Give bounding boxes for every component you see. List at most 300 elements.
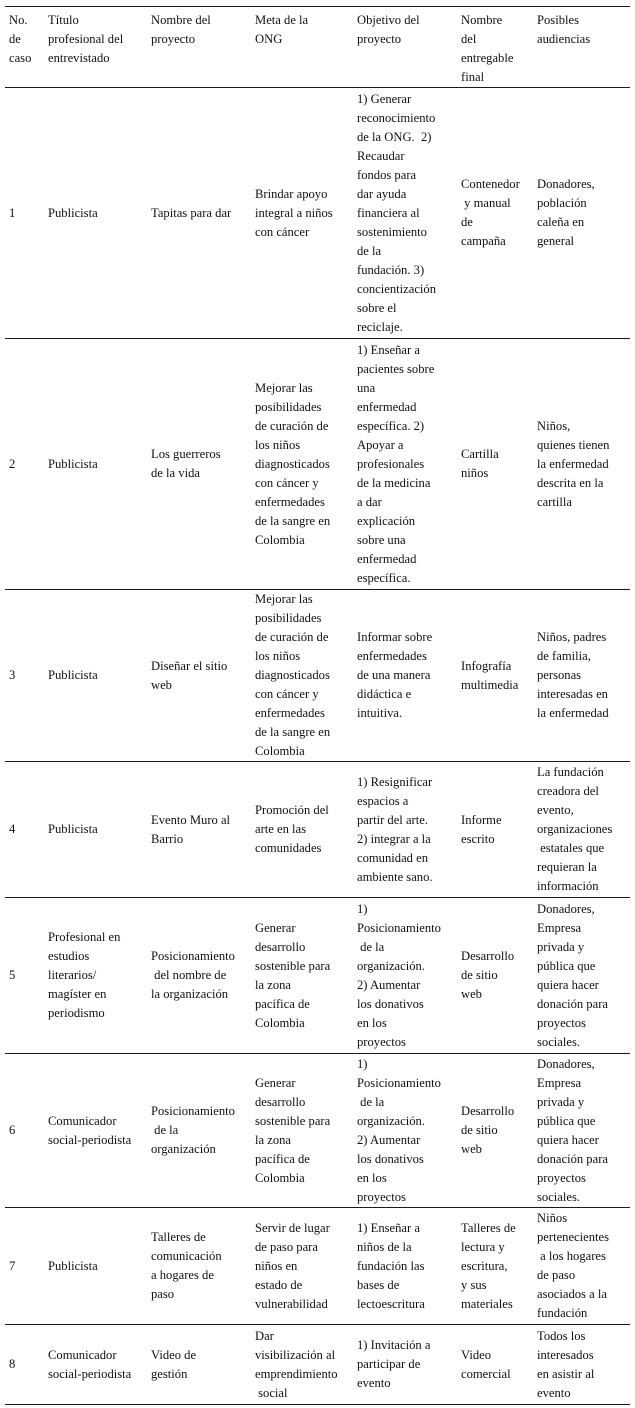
cell-text-line: Empresa bbox=[537, 920, 582, 935]
cell-text-line: organización bbox=[151, 1142, 216, 1156]
cell-text-line: de curación de bbox=[255, 630, 329, 644]
cell-text-line: participar de bbox=[357, 1357, 421, 1371]
table-row bbox=[5, 590, 630, 762]
cell-text-line: interesados bbox=[537, 1347, 594, 1362]
cell-text-line: evento, bbox=[537, 803, 574, 817]
cell-text-line: pacífica de bbox=[255, 1151, 310, 1166]
cell-text-line: vulnerabilidad bbox=[255, 1296, 328, 1311]
cell-text-line: a hogares de bbox=[151, 1268, 214, 1282]
cell-text-line: Publicista bbox=[48, 456, 98, 471]
cell-possible-audiences bbox=[533, 762, 630, 898]
cell-text-line: Generar bbox=[255, 1075, 296, 1090]
cell-final-deliverable bbox=[457, 762, 533, 898]
cell-text-line: Colombia bbox=[255, 744, 305, 758]
cell-text-line: proyectos bbox=[537, 1015, 586, 1030]
cell-project-name bbox=[147, 88, 251, 339]
cell-text-line: arte en las bbox=[255, 822, 307, 836]
cell-text-line: enfermedad bbox=[357, 551, 417, 566]
cell-project-name bbox=[147, 1325, 251, 1405]
cell-text-line: de familia, bbox=[537, 649, 591, 663]
cell-text-line: 1) Generar bbox=[357, 91, 412, 106]
cell-text-line: la enfermedad bbox=[537, 456, 609, 471]
cell-text-line: Comunicador bbox=[48, 1113, 117, 1128]
cell-text-line: de la sangre en bbox=[255, 725, 331, 739]
cell-text-line: desarrollo bbox=[255, 1094, 306, 1109]
cell-text-line: niños en bbox=[255, 1258, 298, 1273]
cell-text-line: del nombre de bbox=[151, 968, 227, 982]
cell-text-line: con cáncer y bbox=[255, 475, 319, 490]
cell-text-line: posibilidades bbox=[255, 611, 322, 625]
cell-text-line: Infografía bbox=[461, 658, 512, 673]
cell-project-objective bbox=[353, 1208, 457, 1325]
cell-text-line: descrita en la bbox=[537, 475, 604, 490]
cell-text-line: pertenecientes bbox=[537, 1230, 610, 1244]
cell-text-line: la zona bbox=[255, 977, 292, 992]
cell-text-line: Talleres de bbox=[151, 1230, 206, 1244]
header-text-line: proyecto bbox=[151, 32, 196, 46]
cell-text-line: social bbox=[255, 1385, 288, 1400]
cell-text-line: 1) Invitación a bbox=[357, 1338, 431, 1352]
cell-text-line: Publicista bbox=[48, 205, 98, 220]
cell-text-line: explicación bbox=[357, 513, 416, 528]
cell-text-line: Cartilla bbox=[461, 447, 499, 461]
cell-text-line: 7 bbox=[9, 1258, 16, 1273]
cell-text-line: 1) bbox=[357, 1056, 368, 1071]
cell-text-line: Diseñar el sitio bbox=[151, 658, 228, 673]
cell-text-line: quiera hacer bbox=[537, 977, 599, 992]
cell-final-deliverable bbox=[457, 339, 533, 590]
cell-possible-audiences bbox=[533, 339, 630, 590]
cell-text-line: Posicionamiento bbox=[151, 949, 235, 963]
table-row bbox=[5, 898, 630, 1054]
cell-text-line: de la bbox=[357, 1094, 385, 1109]
cell-final-deliverable bbox=[457, 1325, 533, 1405]
header-text-line: Objetivo del bbox=[357, 13, 420, 27]
cell-case-number bbox=[5, 88, 44, 339]
header-text-line: Posibles bbox=[537, 13, 579, 27]
cell-text-line: enfermedad bbox=[357, 399, 417, 414]
cell-text-line: Colombia bbox=[255, 1015, 305, 1030]
table-row bbox=[5, 1208, 630, 1325]
header-text-line: entregable bbox=[461, 51, 514, 65]
cell-text-line: estado de bbox=[255, 1277, 303, 1292]
cell-possible-audiences bbox=[533, 590, 630, 762]
table-row bbox=[5, 1054, 630, 1208]
cell-text-line: Generar bbox=[255, 920, 296, 935]
cell-text-line: una bbox=[357, 380, 376, 395]
cell-final-deliverable bbox=[457, 1054, 533, 1208]
cell-text-line: de la bbox=[151, 1123, 179, 1137]
cell-text-line: sostenible para bbox=[255, 958, 331, 973]
cell-text-line: evento bbox=[537, 1385, 571, 1400]
cell-text-line: comunidad en bbox=[357, 850, 428, 865]
cell-professional-title bbox=[44, 339, 147, 590]
cell-text-line: Mejorar las bbox=[255, 592, 313, 606]
cell-text-line: lectura y bbox=[461, 1239, 505, 1254]
cell-possible-audiences bbox=[533, 88, 630, 339]
header-text-line: Meta de la bbox=[255, 13, 309, 27]
cell-text-line: Desarrollo bbox=[461, 949, 515, 963]
cell-text-line: Donadores, bbox=[537, 177, 595, 191]
cell-text-line: asociados a la bbox=[537, 1287, 607, 1301]
cell-text-line: Informar sobre bbox=[357, 630, 433, 644]
cell-possible-audiences bbox=[533, 1054, 630, 1208]
cell-text-line: Empresa bbox=[537, 1075, 582, 1090]
cell-text-line: la zona bbox=[255, 1132, 292, 1147]
cell-text-line: pública que bbox=[537, 958, 596, 973]
cell-ngo-goal bbox=[251, 762, 353, 898]
cell-text-line: Apoyar a bbox=[357, 437, 404, 452]
cell-text-line: la enfermedad bbox=[537, 706, 609, 720]
cell-text-line: de la medicina bbox=[357, 475, 431, 490]
cell-text-line: ambiente sano. bbox=[357, 869, 433, 884]
cell-text-line: enfermedades bbox=[357, 649, 427, 663]
cell-text-line: de paso bbox=[537, 1268, 576, 1282]
header-text-line: Nombre del bbox=[151, 13, 211, 27]
cell-ngo-goal bbox=[251, 898, 353, 1054]
cell-professional-title bbox=[44, 1208, 147, 1325]
cell-project-objective bbox=[353, 898, 457, 1054]
cell-text-line: 1) bbox=[357, 901, 368, 916]
cell-text-line: Mejorar las bbox=[255, 380, 313, 395]
header-professional-title bbox=[44, 7, 147, 88]
cell-text-line: Los guerreros bbox=[151, 447, 221, 461]
cell-text-line: comunidades bbox=[255, 841, 322, 855]
cell-text-line: web bbox=[151, 677, 172, 692]
cell-text-line: organización. bbox=[357, 958, 425, 973]
cell-text-line: Todos los bbox=[537, 1328, 586, 1343]
cell-text-line: social-periodista bbox=[48, 1132, 132, 1147]
cell-text-line: información bbox=[537, 879, 599, 893]
cell-text-line: en los bbox=[357, 1015, 387, 1030]
cell-text-line: 2) Aumentar bbox=[357, 977, 421, 992]
cell-text-line: Video bbox=[461, 1347, 492, 1362]
cell-text-line: literarios/ bbox=[48, 968, 97, 982]
cell-text-line: concientización bbox=[357, 281, 437, 296]
cell-project-name bbox=[147, 339, 251, 590]
header-ngo-goal bbox=[251, 7, 353, 88]
cell-text-line: emprendimiento bbox=[255, 1366, 338, 1381]
cell-text-line: de la ONG. 2) bbox=[357, 129, 432, 144]
cell-text-line: organización. bbox=[357, 1113, 425, 1128]
cell-text-line: en los bbox=[357, 1170, 387, 1185]
cell-text-line: La fundación bbox=[537, 765, 604, 779]
cell-text-line: Dar bbox=[255, 1328, 274, 1343]
cell-text-line: de una manera bbox=[357, 668, 431, 682]
table-row bbox=[5, 339, 630, 590]
cell-ngo-goal bbox=[251, 1054, 353, 1208]
cell-text-line: Informe bbox=[461, 812, 502, 827]
cell-text-line: evento bbox=[357, 1376, 391, 1390]
cell-text-line: 1) Resignificar bbox=[357, 774, 433, 789]
header-text-line: entrevistado bbox=[48, 51, 110, 65]
cell-text-line: de sitio bbox=[461, 968, 498, 982]
header-text-line: profesional del bbox=[48, 32, 124, 46]
cell-text-line: financiera al bbox=[357, 205, 420, 220]
cell-text-line: gestión bbox=[151, 1366, 188, 1381]
cell-text-line: de la vida bbox=[151, 466, 200, 480]
cell-project-name bbox=[147, 1208, 251, 1325]
cell-text-line: desarrollo bbox=[255, 939, 306, 954]
cell-ngo-goal bbox=[251, 339, 353, 590]
cell-final-deliverable bbox=[457, 898, 533, 1054]
cell-project-name bbox=[147, 1054, 251, 1208]
cell-text-line: bases de bbox=[357, 1277, 400, 1292]
cell-project-name bbox=[147, 590, 251, 762]
cell-text-line: de la bbox=[357, 243, 382, 258]
cell-project-name bbox=[147, 898, 251, 1054]
cell-text-line: intuitiva. bbox=[357, 706, 403, 720]
cell-text-line: de curación de bbox=[255, 418, 329, 433]
cell-text-line: materiales bbox=[461, 1296, 513, 1311]
cell-text-line: a los hogares bbox=[537, 1249, 606, 1263]
cell-text-line: fundación bbox=[537, 1306, 588, 1320]
header-row bbox=[5, 7, 630, 88]
cell-professional-title bbox=[44, 590, 147, 762]
cell-possible-audiences bbox=[533, 1208, 630, 1325]
cell-text-line: estudios bbox=[48, 949, 90, 963]
cell-text-line: dar ayuda bbox=[357, 186, 407, 201]
cell-professional-title bbox=[44, 1325, 147, 1405]
cell-text-line: integral a niños bbox=[255, 205, 333, 220]
header-text-line: de bbox=[9, 32, 21, 46]
cell-text-line: los niños bbox=[255, 437, 301, 452]
cell-text-line: Comunicador bbox=[48, 1347, 117, 1362]
cell-text-line: lectoescritura bbox=[357, 1296, 425, 1311]
cell-text-line: sociales. bbox=[537, 1034, 581, 1049]
cell-ngo-goal bbox=[251, 590, 353, 762]
cell-text-line: específica. bbox=[357, 570, 411, 585]
cell-text-line: los donativos bbox=[357, 996, 424, 1011]
header-case-number bbox=[5, 7, 44, 88]
cell-case-number bbox=[5, 339, 44, 590]
cell-text-line: creadora del bbox=[537, 784, 599, 798]
cell-text-line: fondos para bbox=[357, 167, 417, 182]
table-row bbox=[5, 762, 630, 898]
cell-text-line: Posicionamiento bbox=[151, 1104, 235, 1118]
cell-text-line: fundación las bbox=[357, 1258, 425, 1273]
cell-text-line: caleña en bbox=[537, 215, 585, 229]
cell-project-objective bbox=[353, 339, 457, 590]
cell-text-line: partir del arte. bbox=[357, 812, 428, 827]
header-text-line: Nombre bbox=[461, 13, 503, 27]
cell-text-line: reciclaje. bbox=[357, 319, 403, 334]
cell-text-line: periodismo bbox=[48, 1006, 105, 1020]
cell-text-line: interesadas en bbox=[537, 687, 608, 701]
cell-text-line: visibilización al bbox=[255, 1347, 336, 1362]
cell-text-line: sostenimiento bbox=[357, 224, 427, 239]
cell-possible-audiences bbox=[533, 898, 630, 1054]
cell-text-line: personas bbox=[537, 668, 582, 682]
cell-text-line: de paso para bbox=[255, 1239, 318, 1254]
cell-text-line: Video de bbox=[151, 1347, 197, 1362]
cell-text-line: Niños bbox=[537, 1211, 568, 1225]
cell-text-line: población bbox=[537, 196, 587, 210]
cell-text-line: de bbox=[461, 215, 473, 229]
cell-text-line: con cáncer bbox=[255, 224, 310, 239]
cell-text-line: sobre el bbox=[357, 300, 397, 315]
cell-text-line: de la bbox=[357, 939, 385, 954]
cell-case-number bbox=[5, 1054, 44, 1208]
header-text-line: Título bbox=[48, 13, 79, 27]
header-possible-audiences bbox=[533, 7, 630, 88]
cell-project-objective bbox=[353, 590, 457, 762]
cases-table bbox=[5, 6, 630, 1405]
cell-case-number bbox=[5, 762, 44, 898]
cell-professional-title bbox=[44, 88, 147, 339]
cell-text-line: 1) Enseñar a bbox=[357, 1220, 420, 1235]
cell-text-line: los niños bbox=[255, 649, 301, 663]
cell-text-line: 6 bbox=[9, 1123, 16, 1137]
cell-text-line: Colombia bbox=[255, 1170, 305, 1185]
cell-text-line: posibilidades bbox=[255, 399, 322, 414]
cell-text-line: 1 bbox=[9, 205, 16, 220]
cell-text-line: campaña bbox=[461, 234, 506, 248]
cell-text-line: Barrio bbox=[151, 831, 184, 846]
cell-text-line: Talleres de bbox=[461, 1220, 516, 1235]
cell-text-line: y sus bbox=[461, 1277, 487, 1292]
cell-text-line: Publicista bbox=[48, 1258, 98, 1273]
cell-text-line: Recaudar bbox=[357, 148, 405, 163]
cell-text-line: Donadores, bbox=[537, 901, 595, 916]
cell-text-line: los donativos bbox=[357, 1151, 424, 1166]
cell-text-line: Profesional en bbox=[48, 930, 121, 944]
cell-text-line: 2 bbox=[9, 456, 16, 471]
header-text-line: del bbox=[461, 32, 477, 46]
cell-ngo-goal bbox=[251, 1325, 353, 1405]
cell-project-objective bbox=[353, 1325, 457, 1405]
cell-professional-title bbox=[44, 1054, 147, 1208]
cell-text-line: enfermedades bbox=[255, 706, 325, 720]
header-text-line: caso bbox=[9, 51, 32, 65]
cell-text-line: Publicista bbox=[48, 668, 98, 682]
cell-text-line: Colombia bbox=[255, 532, 305, 547]
cell-text-line: específica. 2) bbox=[357, 418, 425, 433]
cell-case-number bbox=[5, 1325, 44, 1405]
cell-text-line: organizaciones bbox=[537, 822, 613, 836]
cell-text-line: Posicionamiento bbox=[357, 920, 441, 935]
cell-text-line: Publicista bbox=[48, 822, 98, 836]
cell-text-line: privada y bbox=[537, 1094, 585, 1109]
cell-text-line: Tapitas para dar bbox=[151, 205, 232, 220]
cell-text-line: diagnosticados bbox=[255, 456, 330, 471]
header-text-line: No. bbox=[9, 13, 28, 27]
cell-text-line: Posicionamiento bbox=[357, 1075, 441, 1090]
cell-text-line: con cáncer y bbox=[255, 687, 319, 701]
cell-text-line: 3 bbox=[9, 668, 16, 682]
cell-text-line: espacios a bbox=[357, 793, 409, 808]
cell-text-line: sostenible para bbox=[255, 1113, 331, 1128]
cell-text-line: proyectos bbox=[357, 1189, 406, 1204]
header-text-line: final bbox=[461, 70, 485, 84]
cell-text-line: la organización bbox=[151, 987, 229, 1001]
header-text-line: audiencias bbox=[537, 32, 591, 46]
cell-project-objective bbox=[353, 88, 457, 339]
cell-text-line: Promoción del bbox=[255, 803, 329, 817]
cell-text-line: 2) Aumentar bbox=[357, 1132, 421, 1147]
cell-text-line: quiera hacer bbox=[537, 1132, 599, 1147]
cell-text-line: Donadores, bbox=[537, 1056, 595, 1071]
cell-ngo-goal bbox=[251, 88, 353, 339]
header-text-line: ONG bbox=[255, 32, 283, 46]
cell-text-line: a dar bbox=[357, 494, 382, 509]
cell-text-line: Desarrollo bbox=[461, 1104, 515, 1118]
cell-text-line: requieran la bbox=[537, 860, 597, 874]
cell-professional-title bbox=[44, 762, 147, 898]
cell-text-line: sociales. bbox=[537, 1189, 581, 1204]
cell-text-line: escritura, bbox=[461, 1258, 508, 1273]
cell-text-line: proyectos bbox=[357, 1034, 406, 1049]
cell-text-line: fundación. 3) bbox=[357, 262, 425, 277]
cell-text-line: paso bbox=[151, 1287, 175, 1301]
cell-final-deliverable bbox=[457, 1208, 533, 1325]
cell-text-line: de la sangre en bbox=[255, 513, 331, 528]
cell-text-line: 1) Enseñar a bbox=[357, 342, 420, 357]
cell-text-line: web bbox=[461, 1142, 482, 1156]
cell-text-line: 5 bbox=[9, 968, 16, 982]
cell-text-line: pacífica de bbox=[255, 996, 310, 1011]
header-project-name bbox=[147, 7, 251, 88]
cell-text-line: proyectos bbox=[537, 1170, 586, 1185]
cell-project-objective bbox=[353, 1054, 457, 1208]
cell-project-name bbox=[147, 762, 251, 898]
cell-text-line: Contenedor bbox=[461, 177, 520, 191]
cell-text-line: donación para bbox=[537, 996, 608, 1011]
cell-text-line: comunicación bbox=[151, 1249, 222, 1263]
cell-text-line: Brindar apoyo bbox=[255, 186, 328, 201]
cell-possible-audiences bbox=[533, 1325, 630, 1405]
cell-text-line: privada y bbox=[537, 939, 585, 954]
cell-text-line: Servir de lugar bbox=[255, 1220, 330, 1235]
cell-text-line: y manual bbox=[461, 196, 511, 210]
cell-text-line: 4 bbox=[9, 822, 16, 836]
cell-text-line: 8 bbox=[9, 1357, 16, 1371]
cell-ngo-goal bbox=[251, 1208, 353, 1325]
cell-text-line: profesionales bbox=[357, 456, 425, 471]
cell-text-line: niños bbox=[461, 466, 489, 480]
cell-text-line: quienes tienen bbox=[537, 437, 610, 452]
cell-text-line: magíster en bbox=[48, 987, 107, 1001]
cell-text-line: web bbox=[461, 987, 482, 1001]
cell-text-line: de sitio bbox=[461, 1123, 498, 1137]
cell-text-line: diagnosticados bbox=[255, 668, 330, 682]
cell-case-number bbox=[5, 1208, 44, 1325]
cell-text-line: escrito bbox=[461, 831, 495, 846]
cell-case-number bbox=[5, 590, 44, 762]
cell-text-line: cartilla bbox=[537, 494, 572, 509]
cell-professional-title bbox=[44, 898, 147, 1054]
cell-text-line: estatales que bbox=[537, 841, 605, 855]
cell-text-line: reconocimiento bbox=[357, 110, 436, 125]
cell-text-line: en asistir al bbox=[537, 1366, 595, 1381]
header-text-line: proyecto bbox=[357, 32, 402, 46]
cell-project-objective bbox=[353, 762, 457, 898]
cell-text-line: donación para bbox=[537, 1151, 608, 1166]
cell-text-line: Niños, bbox=[537, 418, 571, 433]
cell-final-deliverable bbox=[457, 88, 533, 339]
cell-text-line: pacientes sobre bbox=[357, 361, 435, 376]
cell-text-line: enfermedades bbox=[255, 494, 325, 509]
cell-text-line: 2) integrar a la bbox=[357, 831, 431, 846]
cell-text-line: multimedia bbox=[461, 677, 519, 692]
cell-text-line: didáctica e bbox=[357, 687, 412, 701]
cell-text-line: Niños, padres bbox=[537, 630, 607, 644]
cell-text-line: social-periodista bbox=[48, 1366, 132, 1381]
cell-text-line: Evento Muro al bbox=[151, 812, 231, 827]
cell-text-line: sobre una bbox=[357, 532, 406, 547]
header-project-objective bbox=[353, 7, 457, 88]
cell-text-line: general bbox=[537, 234, 575, 248]
